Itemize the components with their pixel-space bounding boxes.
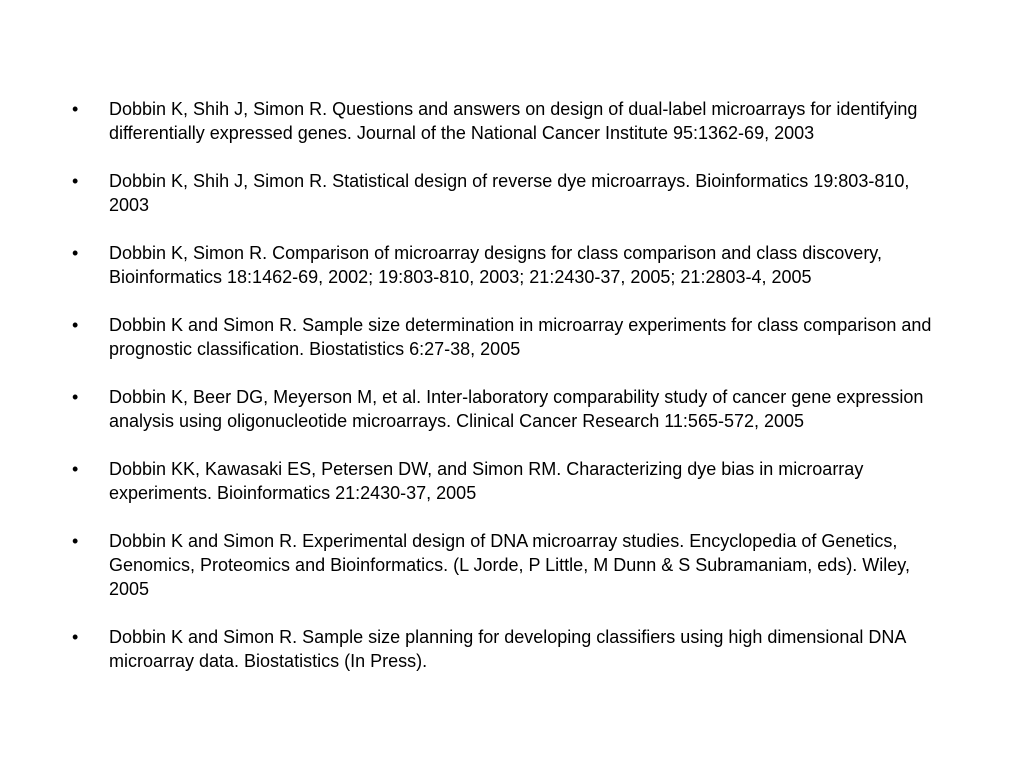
reference-text: Dobbin K, Shih J, Simon R. Statistical design of reverse dye microarrays. Bioinformatics 19:803-810, 2003 bbox=[109, 171, 910, 215]
bullet-icon: • bbox=[72, 627, 79, 647]
bullet-icon: • bbox=[72, 531, 79, 551]
reference-text: Dobbin K and Simon R. Sample size determination in microarray experiments for class comparison and prognostic classification. Biostatistics 6:27-38, 2005 bbox=[109, 315, 932, 359]
reference-text: Dobbin KK, Kawasaki ES, Petersen DW, and Simon RM. Characterizing dye bias in microarray experiments. Bioinformatics 21:2430-37, 2005 bbox=[109, 459, 864, 503]
reference-item bbox=[72, 169, 952, 217]
bullet-icon: • bbox=[72, 171, 79, 191]
reference-item bbox=[72, 529, 952, 601]
bullet-icon: • bbox=[72, 243, 79, 263]
reference-text: Dobbin K, Shih J, Simon R. Questions and answers on design of dual-label microarrays for identifying differentially expressed genes. Journal of the National Cancer Institute 95:1362-69, 2003 bbox=[109, 99, 918, 143]
reference-text: Dobbin K and Simon R. Sample size planning for developing classifiers using high dimensional DNA microarray data. Biostatistics (In Press). bbox=[109, 627, 906, 671]
reference-list bbox=[72, 97, 952, 673]
reference-item bbox=[72, 385, 952, 433]
bullet-icon: • bbox=[72, 387, 79, 407]
reference-item bbox=[72, 625, 952, 673]
reference-item bbox=[72, 457, 952, 505]
bullet-icon: • bbox=[72, 315, 79, 335]
reference-item bbox=[72, 97, 952, 145]
reference-text: Dobbin K, Beer DG, Meyerson M, et al. Inter-laboratory comparability study of cancer gene expression analysis using oligonucleotide microarrays. Clinical Cancer Research 11:565-572, 2005 bbox=[109, 387, 924, 431]
bullet-icon: • bbox=[72, 99, 79, 119]
bullet-icon: • bbox=[72, 459, 79, 479]
reference-text: Dobbin K and Simon R. Experimental design of DNA microarray studies. Encyclopedia of Genetics, Genomics, Proteomics and Bioinformatics. (L Jorde, P Little, M Dunn & S Subramaniam, eds). Wiley, 2005 bbox=[109, 531, 910, 599]
reference-item bbox=[72, 313, 952, 361]
reference-text: Dobbin K, Simon R. Comparison of microarray designs for class comparison and class discovery, Bioinformatics 18:1462-69, 2002; 19:803-810, 2003; 21:2430-37, 2005; 21:2803-4, 2005 bbox=[109, 243, 882, 287]
reference-item bbox=[72, 241, 952, 289]
